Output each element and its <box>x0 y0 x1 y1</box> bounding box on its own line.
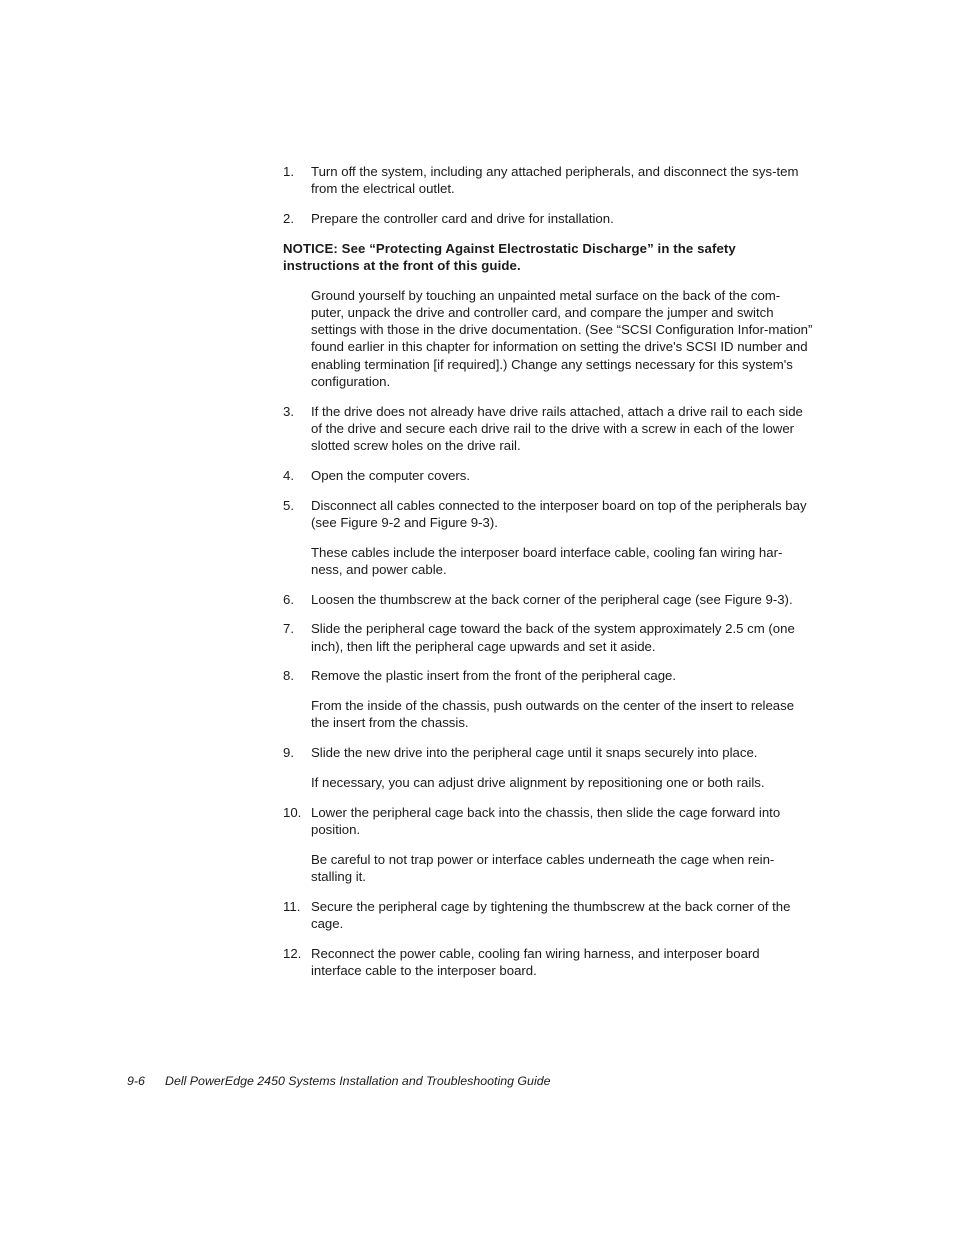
step-number: 8. <box>283 668 294 684</box>
document-body <box>283 163 813 992</box>
step-8 <box>283 667 813 684</box>
paragraph: From the inside of the chassis, push outwards on the center of the insert to release the insert from the chassis. <box>311 698 795 731</box>
step-text: Open the computer covers. <box>311 467 471 483</box>
step-text: Prepare the controller card and drive for installation. <box>311 211 614 226</box>
step-text: Reconnect the power cable, cooling fan wiring harness, and interposer board interface cable to the interposer board. <box>311 945 760 978</box>
step-9 <box>283 744 813 761</box>
step-number: 12. <box>283 945 302 961</box>
step-5 <box>283 497 813 531</box>
step-number: 11. <box>283 898 301 914</box>
step-2 <box>283 210 813 227</box>
step-12 <box>283 945 813 979</box>
step-text: Turn off the system, including any attached peripherals, and disconnect the sys-tem from the electrical outlet. <box>311 164 799 197</box>
step-1 <box>283 163 813 197</box>
step-4 <box>283 467 813 484</box>
paragraph: Ground yourself by touching an unpainted metal surface on the back of the com-puter, unpack the drive and controller card, and compare the jumper and switch settings with those in the drive documentation. (See “SCSI Configuration Infor-mation” found earlier in this chapter for information on setting the drive's SCSI ID number and enabling termination [if required].) Change any settings necessary for this system's configuration. <box>311 287 813 389</box>
step-11 <box>283 898 813 932</box>
step-text: Secure the peripheral cage by tightening the thumbscrew at the back corner of the cage. <box>311 898 791 931</box>
page-footer <box>127 1074 550 1088</box>
step-number: 10. <box>283 804 302 820</box>
step-text: Slide the new drive into the peripheral cage until it snaps securely into place. <box>311 745 758 761</box>
step-number: 9. <box>283 745 294 761</box>
step-3 <box>283 403 813 455</box>
step-number: 1. <box>283 164 294 179</box>
step-number: 3. <box>283 403 294 419</box>
step-number: 7. <box>283 621 294 637</box>
step-number: 6. <box>283 591 294 607</box>
step-6 <box>283 591 813 608</box>
step-number: 5. <box>283 497 294 513</box>
paragraph: These cables include the interposer board interface cable, cooling fan wiring har-ness, and power cable. <box>311 544 783 577</box>
footer-title: Dell PowerEdge 2450 Systems Installation and Troubleshooting Guide <box>165 1074 551 1088</box>
step-text: If the drive does not already have drive rails attached, attach a drive rail to each side of the drive and secure each drive rail to the drive with a screw in each of the lower slotted screw holes on the drive rail. <box>311 403 803 454</box>
step-7 <box>283 620 813 654</box>
step-number: 4. <box>283 467 294 483</box>
step-number: 2. <box>283 211 294 226</box>
paragraph: If necessary, you can adjust drive alignment by repositioning one or both rails. <box>311 775 765 790</box>
step-text: Slide the peripheral cage toward the back of the system approximately 2.5 cm (one inch), then lift the peripheral cage upwards and set it aside. <box>311 621 795 654</box>
step-10 <box>283 804 813 838</box>
step-text: Disconnect all cables connected to the interposer board on top of the peripherals bay (see Figure 9-2 and Figure 9-3). <box>311 497 807 530</box>
paragraph: Be careful to not trap power or interface cables underneath the cage when rein-stalling it. <box>311 851 775 884</box>
step-text: Lower the peripheral cage back into the chassis, then slide the cage forward into position. <box>311 804 781 837</box>
step-text: Loosen the thumbscrew at the back corner of the peripheral cage (see Figure 9-3). <box>311 591 793 607</box>
notice-text: NOTICE: See “Protecting Against Electrostatic Discharge” in the safety instructions at the front of this guide. <box>283 240 736 273</box>
page-number: 9-6 <box>127 1074 145 1088</box>
step-text: Remove the plastic insert from the front of the peripheral cage. <box>311 668 677 684</box>
